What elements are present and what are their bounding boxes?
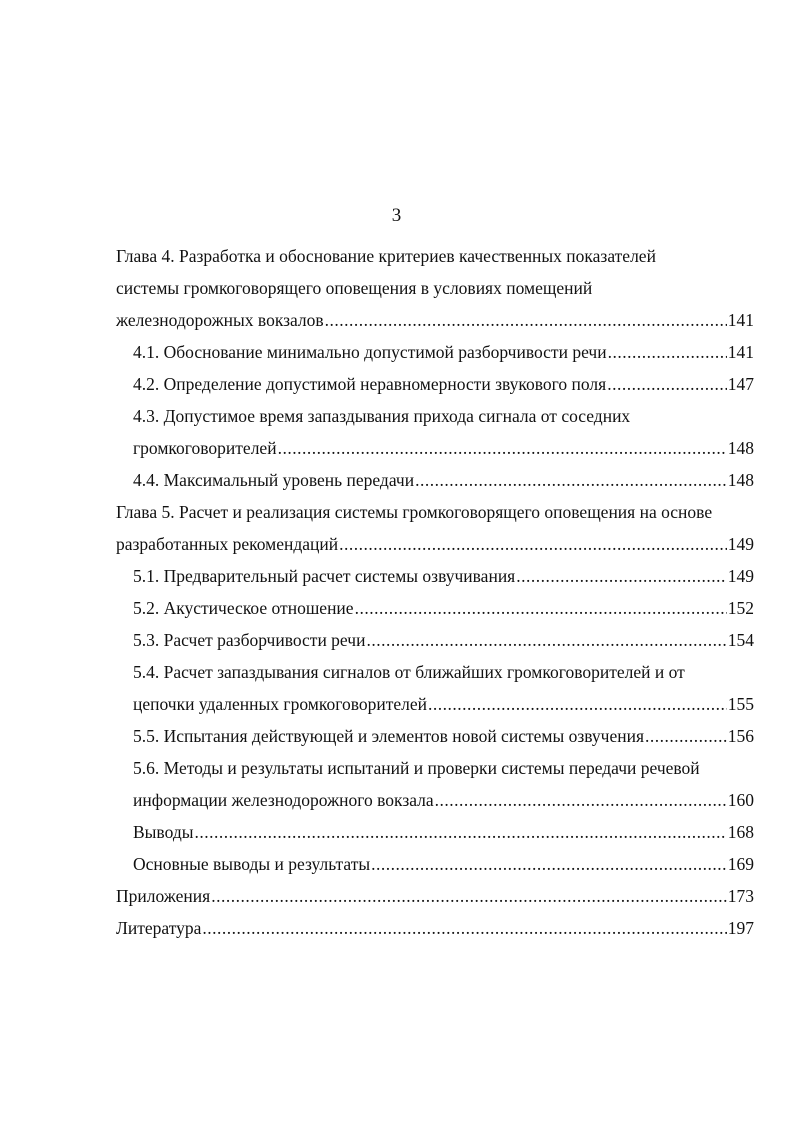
dot-leader xyxy=(428,688,727,720)
toc-page-number: 147 xyxy=(727,374,754,394)
toc-entry-text: 5.5. Испытания действующей и элементов новой системы озвучения xyxy=(133,726,645,746)
toc-page-number: 168 xyxy=(727,822,754,842)
toc-line xyxy=(116,656,754,688)
dot-leader xyxy=(211,880,727,912)
toc-line xyxy=(116,528,754,560)
toc-entry-text: громкоговорителей xyxy=(133,438,277,458)
toc-line xyxy=(116,912,754,944)
toc-entry-text: Глава 5. Расчет и реализация системы громкоговорящего оповещения на основе xyxy=(116,502,713,522)
toc-page-number: 148 xyxy=(727,470,754,490)
dot-leader xyxy=(415,464,727,496)
toc-line xyxy=(116,400,754,432)
table-of-contents xyxy=(116,240,754,944)
toc-entry-text: Выводы xyxy=(133,822,194,842)
toc-line xyxy=(116,720,754,752)
toc-entry-text: 5.6. Методы и результаты испытаний и проверки системы передачи речевой xyxy=(133,758,700,778)
dot-leader xyxy=(645,720,727,752)
dot-leader xyxy=(355,592,727,624)
toc-entry-text: системы громкоговорящего оповещения в условиях помещений xyxy=(116,278,593,298)
toc-page-number: 160 xyxy=(727,790,754,810)
toc-page-number: 141 xyxy=(727,342,754,362)
toc-line xyxy=(116,272,754,304)
toc-page-number: 156 xyxy=(727,726,754,746)
dot-leader xyxy=(202,912,726,944)
toc-line xyxy=(116,240,754,272)
dot-leader xyxy=(371,848,727,880)
toc-entry-text: Приложения xyxy=(116,886,211,906)
toc-page-number: 173 xyxy=(727,886,754,906)
toc-entry-text: 5.4. Расчет запаздывания сигналов от ближайших громкоговорителей и от xyxy=(133,662,685,682)
toc-entry-text: 4.1. Обоснование минимально допустимой разборчивости речи xyxy=(133,342,607,362)
toc-entry-text: Глава 4. Разработка и обоснование критериев качественных показателей xyxy=(116,246,656,266)
dot-leader xyxy=(607,368,727,400)
toc-line xyxy=(116,560,754,592)
toc-line xyxy=(116,784,754,816)
toc-entry-text: 4.2. Определение допустимой неравномерности звукового поля xyxy=(133,374,607,394)
page-number: 3 xyxy=(391,205,402,226)
toc-line xyxy=(116,624,754,656)
toc-entry-text: Литература xyxy=(116,918,202,938)
dot-leader xyxy=(325,304,727,336)
toc-entry-text: цепочки удаленных громкоговорителей xyxy=(133,694,427,714)
toc-entry-text: железнодорожных вокзалов xyxy=(116,310,324,330)
toc-entry-text: разработанных рекомендаций xyxy=(116,534,339,554)
toc-page-number: 149 xyxy=(727,566,754,586)
toc-entry-text: 4.4. Максимальный уровень передачи xyxy=(133,470,415,490)
toc-entry-text: 5.3. Расчет разборчивости речи xyxy=(133,630,366,650)
toc-entry-text: Основные выводы и результаты xyxy=(133,854,371,874)
toc-page-number: 169 xyxy=(727,854,754,874)
dot-leader xyxy=(516,560,727,592)
toc-line xyxy=(116,304,754,336)
toc-line xyxy=(116,432,754,464)
toc-page-number: 155 xyxy=(727,694,754,714)
dot-leader xyxy=(278,432,727,464)
dot-leader xyxy=(435,784,727,816)
toc-line xyxy=(116,496,754,528)
toc-entry-text: 4.3. Допустимое время запаздывания прихода сигнала от соседних xyxy=(133,406,631,426)
toc-entry-text: 5.2. Акустическое отношение xyxy=(133,598,354,618)
toc-page-number: 154 xyxy=(727,630,754,650)
toc-page-number: 149 xyxy=(727,534,754,554)
dot-leader xyxy=(339,528,727,560)
toc-page-number: 152 xyxy=(727,598,754,618)
toc-line xyxy=(116,880,754,912)
toc-line xyxy=(116,752,754,784)
toc-page-number: 141 xyxy=(727,310,754,330)
dot-leader xyxy=(366,624,726,656)
toc-line xyxy=(116,368,754,400)
dot-leader xyxy=(608,336,727,368)
toc-line xyxy=(116,848,754,880)
toc-entry-text: информации железнодорожного вокзала xyxy=(133,790,434,810)
toc-entry-text: 5.1. Предварительный расчет системы озвучивания xyxy=(133,566,516,586)
toc-line xyxy=(116,592,754,624)
toc-page-number: 197 xyxy=(727,918,754,938)
toc-page-number: 148 xyxy=(727,438,754,458)
toc-line xyxy=(116,464,754,496)
toc-line xyxy=(116,336,754,368)
toc-line xyxy=(116,816,754,848)
toc-line xyxy=(116,688,754,720)
dot-leader xyxy=(194,816,726,848)
